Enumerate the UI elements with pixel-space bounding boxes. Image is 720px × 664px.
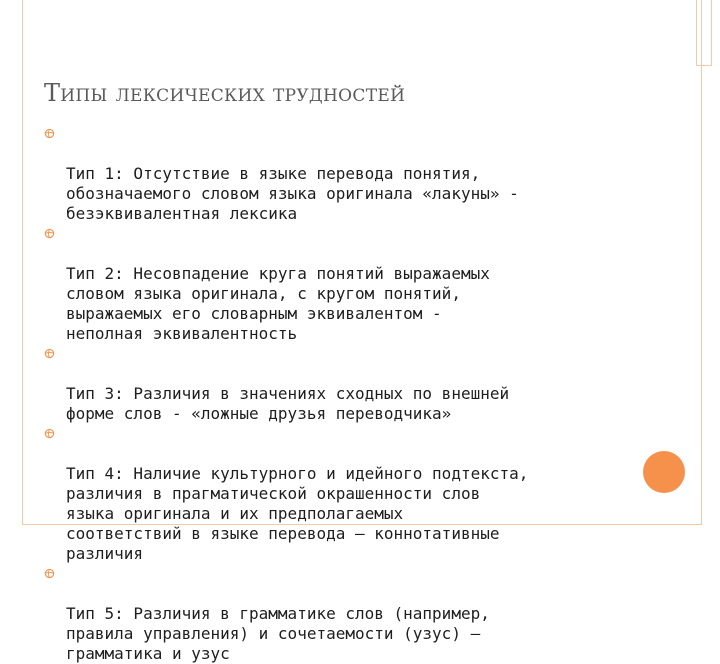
bullet-text: Тип 1: Отсутствие в языке перевода понятия, обозначаемого словом языка оригинала «лакуны» - безэквивалентная лексика — [66, 164, 519, 223]
slide-title: Типы лексических трудностей — [44, 79, 406, 107]
bullet-item — [44, 424, 624, 564]
bullet-item — [44, 124, 624, 224]
fleuron-icon — [44, 428, 55, 439]
fleuron-icon — [44, 228, 55, 239]
bullet-text: Тип 3: Различия в значениях сходных по внешней форме слов - «ложные друзья переводчика» — [66, 384, 510, 423]
bullet-item — [44, 564, 624, 664]
bullet-item — [44, 224, 624, 344]
fleuron-icon — [44, 568, 55, 579]
bullet-item — [44, 344, 624, 424]
fleuron-icon — [44, 128, 55, 139]
slide-corner-tab — [696, 0, 712, 66]
fleuron-icon — [44, 348, 55, 359]
accent-dot — [643, 451, 685, 493]
bullet-text: Тип 5: Различия в грамматике слов (например, правила управления) и сочетаемости (узус) – грамматика и узус — [66, 604, 490, 663]
bullet-text: Тип 2: Несовпадение круга понятий выражаемых словом языка оригинала, с кругом понятий, выражаемых его словарным эквивалентом - неполная эквивалентность — [66, 264, 490, 343]
bullet-list — [44, 124, 624, 664]
bullet-text: Тип 4: Наличие культурного и идейного подтекста, различия в прагматической окрашенности слов языка оригинала и их предполагаемых соответствий в языке перевода – коннотативные различия — [66, 464, 529, 563]
